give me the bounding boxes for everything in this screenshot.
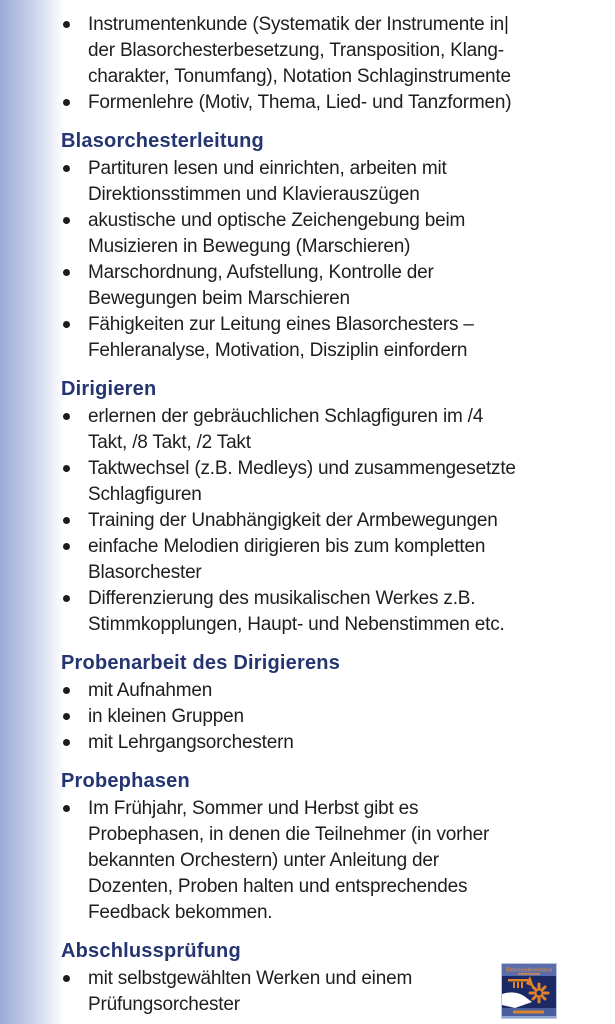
- list-item-line: Feedback bekommen.: [88, 902, 273, 923]
- bullet-icon: [63, 517, 70, 524]
- list-item-line: der Blasorchesterbesetzung, Transposition, Klang-: [88, 40, 504, 61]
- list-item-line: Stimmkopplungen, Haupt- und Nebenstimmen etc.: [88, 614, 505, 635]
- bullet-icon: [63, 805, 70, 812]
- bullet-icon: [63, 413, 70, 420]
- left-edge-gradient: [0, 0, 64, 1024]
- list-item-line: bekannten Orchestern) unter Anleitung der: [88, 850, 439, 871]
- list-item: [61, 12, 571, 90]
- section-abschlusspruefung: [61, 939, 571, 1018]
- list-item: [61, 586, 571, 638]
- section-heading: Abschlussprüfung: [61, 940, 241, 962]
- list-item-line: mit Aufnahmen: [88, 680, 213, 701]
- logo-label: Blasmusikverband: [506, 967, 553, 974]
- bullet-icon: [63, 713, 70, 720]
- list-item: [61, 456, 571, 508]
- list-item: [61, 208, 571, 260]
- list-item-line: Partituren lesen und einrichten, arbeiten mit: [88, 158, 447, 179]
- bullet-icon: [63, 165, 70, 172]
- list-item-line: Probephasen, in denen die Teilnehmer (in vorher: [88, 824, 490, 845]
- list-item-line: Marschordnung, Aufstellung, Kontrolle der: [88, 262, 434, 283]
- list-item: [61, 704, 571, 730]
- list-item-line: Prüfungsorchester: [88, 994, 240, 1015]
- bullet-icon: [63, 269, 70, 276]
- list-item: [61, 966, 571, 1018]
- blasmusikverband-logo-image: [501, 963, 557, 1019]
- list-item: [61, 730, 571, 756]
- section-heading: Probephasen: [61, 770, 190, 792]
- list-item: [61, 678, 571, 704]
- list-item-line: Fähigkeiten zur Leitung eines Blasorchesters –: [88, 314, 474, 335]
- section-heading: Dirigieren: [61, 378, 157, 400]
- bullet-icon: [63, 975, 70, 982]
- list-item-line: Takt, /8 Takt, /2 Takt: [88, 432, 251, 453]
- bullet-icon: [63, 99, 70, 106]
- list-item: [61, 508, 571, 534]
- section-probephasen: [61, 769, 571, 926]
- section-heading: Blasorchesterleitung: [61, 130, 264, 152]
- list-item: [61, 90, 571, 116]
- list-item-line: mit selbstgewählten Werken und einem: [88, 968, 413, 989]
- blasmusikverband-logo: [501, 963, 557, 1019]
- list-item-line: Schlagfiguren: [88, 484, 202, 505]
- list-item-line: Differenzierung des musikalischen Werkes z.B.: [88, 588, 476, 609]
- bullet-icon: [63, 595, 70, 602]
- list-item-line: Training der Unabhängigkeit der Armbewegungen: [88, 510, 498, 531]
- bullet-icon: [63, 321, 70, 328]
- bullet-icon: [63, 465, 70, 472]
- list-item: [61, 260, 571, 312]
- list-item-line: Taktwechsel (z.B. Medleys) und zusammengesetzte: [88, 458, 516, 479]
- list-item-line: einfache Melodien dirigieren bis zum kompletten: [88, 536, 486, 557]
- list-item-line: Bewegungen beim Marschieren: [88, 288, 350, 309]
- bullet-icon: [63, 687, 70, 694]
- list-item-line: Musizieren in Bewegung (Marschieren): [88, 236, 411, 257]
- list-item: [61, 534, 571, 586]
- list-item-line: mit Lehrgangsorchestern: [88, 732, 294, 753]
- list-item-line: Formenlehre (Motiv, Thema, Lied- und Tanzformen): [88, 92, 512, 113]
- list-item-line: erlernen der gebräuchlichen Schlagfiguren im /4: [88, 406, 484, 427]
- course-curriculum-text: [61, 12, 571, 1018]
- section-heading: Probenarbeit des Dirigierens: [61, 652, 341, 674]
- section-blasorchesterleitung: [61, 129, 571, 364]
- list-item-line: Direktionsstimmen und Klavierauszügen: [88, 184, 420, 205]
- list-item-line: akustische und optische Zeichengebung beim: [88, 210, 466, 231]
- list-item-line: charakter, Tonumfang), Notation Schlaginstrumente: [88, 66, 511, 87]
- bullet-icon: [63, 543, 70, 550]
- list-item-line: in kleinen Gruppen: [88, 706, 244, 727]
- list-item-line: Dozenten, Proben halten und entsprechendes: [88, 876, 468, 897]
- list-item: [61, 312, 571, 364]
- list-item-line: Fehleranalyse, Motivation, Disziplin einfordern: [88, 340, 468, 361]
- list-item-line: Blasorchester: [88, 562, 202, 583]
- list-item: [61, 156, 571, 208]
- section-probenarbeit: [61, 651, 571, 756]
- section-intro: [61, 12, 571, 116]
- bullet-icon: [63, 739, 70, 746]
- bullet-icon: [63, 217, 70, 224]
- list-item-line: Im Frühjahr, Sommer und Herbst gibt es: [88, 798, 419, 819]
- list-item: [61, 404, 571, 456]
- section-dirigieren: [61, 377, 571, 638]
- bullet-icon: [63, 21, 70, 28]
- list-item-line: Instrumentenkunde (Systematik der Instrumente in|: [88, 14, 509, 35]
- list-item: [61, 796, 571, 926]
